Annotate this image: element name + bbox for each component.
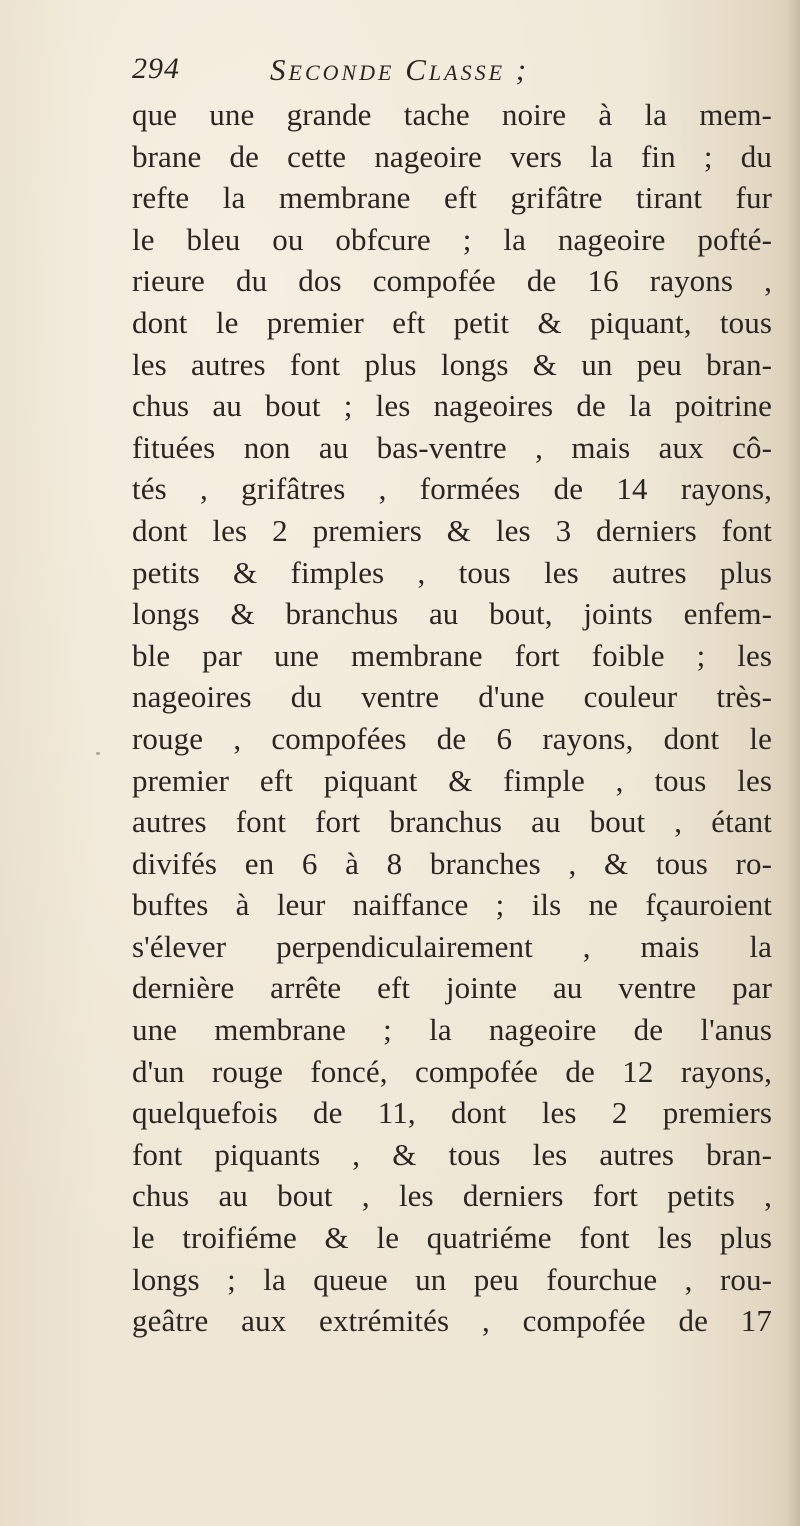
text-line: autres font fort branchus au bout , étant [132, 804, 772, 840]
page-header [132, 52, 772, 92]
text-line: dernière arrête eft jointe au ventre par [132, 970, 772, 1006]
text-line: tés , grifâtres , formées de 14 rayons, [132, 471, 772, 507]
text-line: buftes à leur naiffance ; ils ne fçauroient [132, 887, 772, 923]
text-line: d'un rouge foncé, compofée de 12 rayons, [132, 1053, 772, 1089]
text-line: les autres font plus longs & un peu bran- [132, 346, 772, 382]
running-head: Seconde Classe ; [270, 52, 530, 87]
text-line: chus au bout ; les nageoires de la poitrine [132, 388, 772, 424]
text-line: brane de cette nageoire vers la fin ; du [132, 138, 772, 174]
text-line: rouge , compofées de 6 rayons, dont le [132, 720, 772, 756]
text-line: que une grande tache noire à la mem- [132, 97, 772, 132]
text-line: geâtre aux extrémités , compofée de 17 [132, 1303, 772, 1339]
text-line: petits & fimples , tous les autres plus [132, 554, 772, 590]
text-line: fituées non au bas-ventre , mais aux cô- [132, 429, 772, 465]
page-edge-shadow [786, 0, 800, 1526]
page-number: 294 [132, 52, 180, 85]
text-line: une membrane ; la nageoire de l'anus [132, 1012, 772, 1048]
text-line: le troifiéme & le quatriéme font les plus [132, 1220, 772, 1256]
text-line: longs ; la queue un peu fourchue , rou- [132, 1261, 772, 1297]
text-line: rieure du dos compofée de 16 rayons , [132, 263, 772, 299]
text-line: dont le premier eft petit & piquant, tous [132, 304, 772, 340]
text-line: chus au bout , les derniers fort petits , [132, 1178, 772, 1214]
margin-speck [96, 752, 100, 755]
text-line: font piquants , & tous les autres bran- [132, 1136, 772, 1172]
text-line: le bleu ou obfcure ; la nageoire pofté- [132, 221, 772, 257]
text-line: ble par une membrane fort foible ; les [132, 637, 772, 673]
text-line: premier eft piquant & fimple , tous les [132, 762, 772, 798]
body-text [132, 94, 772, 1342]
text-line: divifés en 6 à 8 branches , & tous ro- [132, 845, 772, 881]
text-line: quelquefois de 11, dont les 2 premiers [132, 1095, 772, 1131]
text-line: dont les 2 premiers & les 3 derniers font [132, 512, 772, 548]
text-line: s'élever perpendiculairement , mais la [132, 928, 772, 964]
text-line: nageoires du ventre d'une couleur très- [132, 679, 772, 715]
text-line: longs & branchus au bout, joints enfem- [132, 596, 772, 632]
text-line: refte la membrane eft grifâtre tirant fur [132, 180, 772, 216]
